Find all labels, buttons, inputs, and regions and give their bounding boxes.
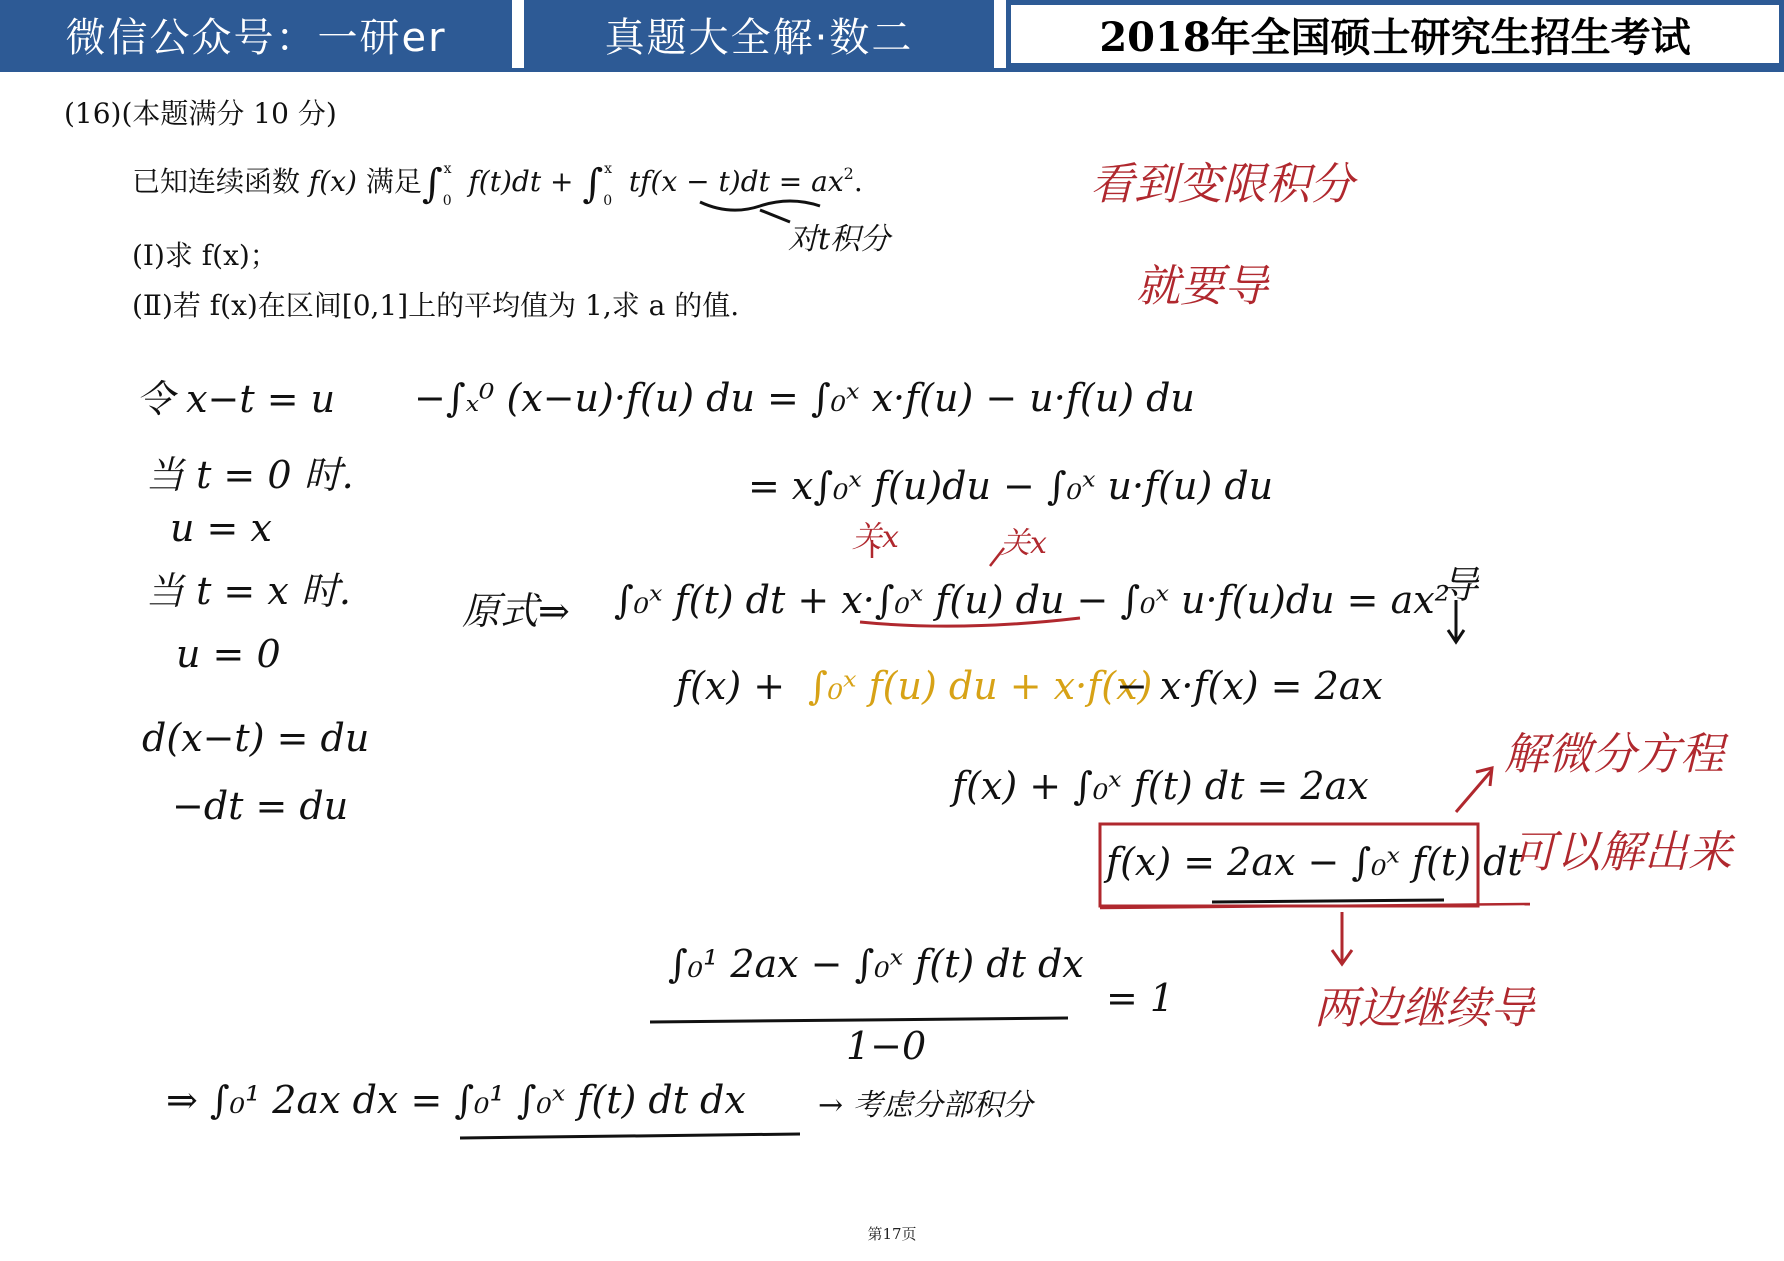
mark-about-x-2: 关x bbox=[1000, 526, 1047, 561]
stem-prefix: 已知连续函数 bbox=[132, 165, 301, 198]
fraction-numerator: ∫₀¹ 2ax − ∫₀ˣ f(t) dt dx bbox=[668, 942, 1084, 986]
black-underline-icon bbox=[460, 1134, 800, 1138]
stem-mid: 满足 bbox=[365, 165, 422, 198]
equation-6: f(x) = 2ax − ∫₀ˣ f(t) dt bbox=[1106, 840, 1523, 884]
stem-end: . bbox=[853, 165, 863, 198]
sub-line-4: 当 t = x 时. bbox=[146, 569, 351, 613]
sub-line-6: d(x−t) = du bbox=[142, 716, 370, 760]
equation-7: ⇒ ∫₀¹ 2ax dx = ∫₀¹ ∫₀ˣ f(t) dt dx bbox=[166, 1078, 746, 1122]
equation-5: f(x) + ∫₀ˣ f(t) dt = 2ax bbox=[952, 764, 1369, 808]
exponent-2: 2 bbox=[843, 164, 854, 183]
note-can-solve: 可以解出来 bbox=[1512, 827, 1732, 878]
page-number: 第17页 bbox=[867, 1225, 917, 1243]
header-wechat-label: 微信公众号：一研er bbox=[65, 14, 447, 61]
problem-number: (16)(本题满分 10 分) bbox=[64, 97, 337, 130]
equation-3-label: 原式⇒ bbox=[462, 589, 570, 633]
fraction-bar-icon bbox=[650, 1018, 1068, 1022]
fraction-equals: = 1 bbox=[1106, 976, 1175, 1020]
problem-part-1: (Ⅰ)求 f(x)； bbox=[132, 239, 278, 272]
stem-fx: f(x) bbox=[308, 165, 357, 198]
equation-2: = x∫₀ˣ f(u)du − ∫₀ˣ u·f(u) du bbox=[748, 464, 1274, 508]
int2-lower: 0 bbox=[603, 193, 613, 209]
sub-line-3: u = x bbox=[170, 506, 272, 550]
sub-line-7: −dt = du bbox=[172, 784, 349, 828]
header-series-label: 真题大全解·数二 bbox=[604, 14, 914, 61]
int1-lower: 0 bbox=[442, 193, 452, 209]
red-arrow-icon bbox=[1456, 768, 1492, 812]
int1-body: f(t)dt + bbox=[468, 165, 574, 198]
header-exam-title: 2018年全国硕士研究生招生考试 bbox=[1099, 13, 1691, 61]
equation-1: −∫ₓ⁰ (x−u)·f(u) du = ∫₀ˣ x·f(u) − u·f(u) du bbox=[414, 376, 1195, 420]
red-down-arrow-icon bbox=[1332, 912, 1352, 964]
problem-part-2: (Ⅱ)若 f(x)在区间[0,1]上的平均值为 1,求 a 的值. bbox=[132, 289, 740, 322]
int2-upper: x bbox=[604, 161, 613, 177]
sub-line-5: u = 0 bbox=[176, 632, 281, 676]
equation-4b: ∫₀ˣ f(u) du + x·f(x) bbox=[808, 664, 1153, 708]
integral-sign-icon: ∫ bbox=[582, 161, 604, 207]
sub-line-1: 令 x−t = u bbox=[136, 377, 336, 421]
note-integrate-t: 对t积分 bbox=[788, 222, 891, 257]
note-solve-ode: 解微分方程 bbox=[1504, 729, 1724, 780]
black-underline-icon bbox=[1212, 900, 1444, 902]
integral-sign-icon: ∫ bbox=[421, 161, 443, 207]
note-derive-mark: 导 bbox=[1440, 563, 1479, 607]
int1-upper: x bbox=[443, 161, 452, 177]
equation-3: ∫₀ˣ f(t) dt + x·∫₀ˣ f(u) du − ∫₀ˣ u·f(u)du = ax² bbox=[614, 578, 1450, 622]
note-derive-again: 两边继续导 bbox=[1314, 983, 1534, 1034]
underline-brace-icon bbox=[700, 201, 820, 210]
note-variable-limit: 看到变限积分 bbox=[1090, 159, 1354, 210]
arrow-icon bbox=[760, 210, 790, 222]
sub-line-2: 当 t = 0 时. bbox=[146, 453, 354, 497]
int2-body: tf(x − t)dt = ax bbox=[628, 165, 844, 198]
equation-4c: − x·f(x) = 2ax bbox=[1116, 664, 1383, 708]
note-integration-by-parts: → 考虑分部积分 bbox=[818, 1088, 1033, 1123]
equation-4a: f(x) + bbox=[676, 664, 786, 708]
fraction-denominator: 1−0 bbox=[846, 1024, 927, 1068]
mark-about-x-1: 关x bbox=[852, 520, 899, 555]
note-derive: 就要导 bbox=[1136, 261, 1268, 312]
